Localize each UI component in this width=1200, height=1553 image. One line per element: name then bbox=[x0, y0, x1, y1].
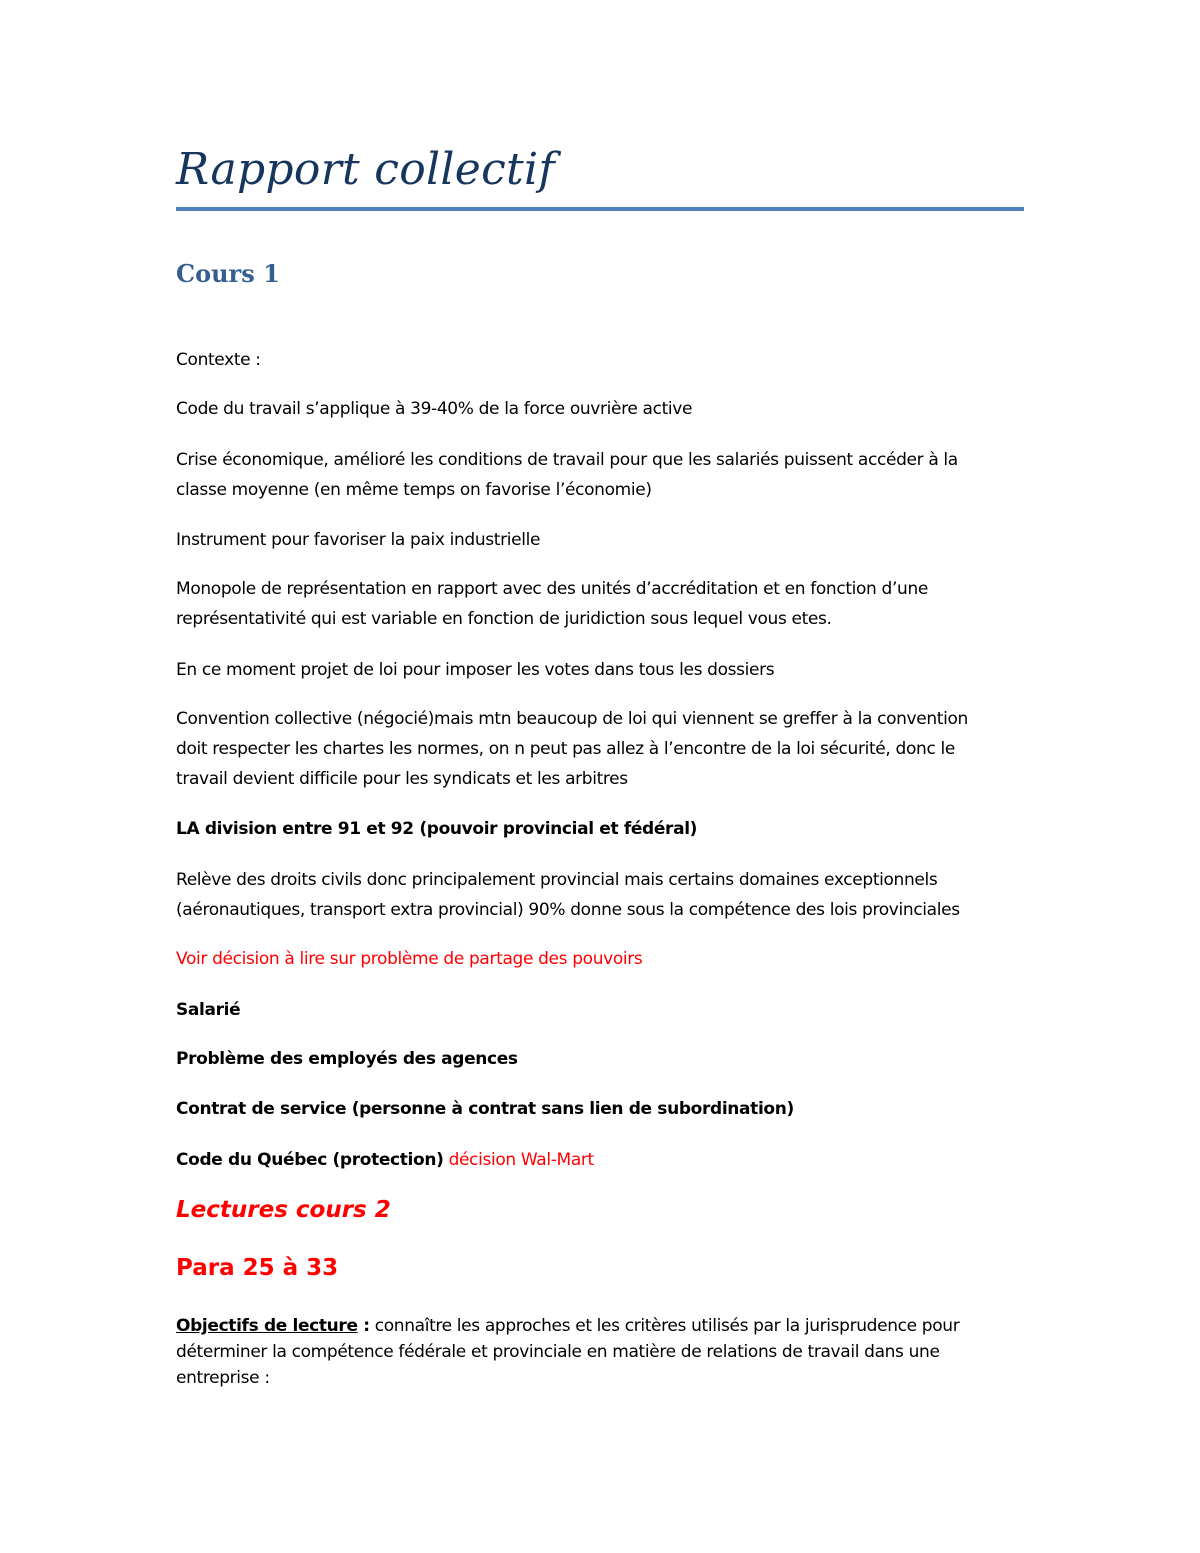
paragraph-contrat-service: Contrat de service (personne à contrat sans lien de subordination) bbox=[176, 1099, 794, 1119]
paragraph-division: LA division entre 91 et 92 (pouvoir provincial et fédéral) bbox=[176, 819, 698, 839]
paragraph-instrument: Instrument pour favoriser la paix industrielle bbox=[176, 530, 541, 550]
decision-walmart-text: décision Wal-Mart bbox=[443, 1150, 594, 1170]
code-quebec-text: Code du Québec (protection) bbox=[176, 1150, 444, 1170]
heading-cours-1: Cours 1 bbox=[176, 259, 280, 288]
heading-para-25-33: Para 25 à 33 bbox=[176, 1255, 339, 1281]
paragraph-line: (aéronautiques, transport extra provincial) 90% donne sous la compétence des lois provinciales bbox=[176, 900, 960, 920]
paragraph-projet-loi: En ce moment projet de loi pour imposer les votes dans tous les dossiers bbox=[176, 660, 775, 680]
document-title: Rapport collectif bbox=[176, 144, 555, 195]
paragraph-code-travail: Code du travail s’applique à 39-40% de la force ouvrière active bbox=[176, 399, 693, 419]
objectifs-label: Objectifs de lecture bbox=[176, 1316, 358, 1336]
paragraph-line: Monopole de représentation en rapport avec des unités d’accréditation et en fonction d’une bbox=[176, 579, 928, 599]
objectifs-text: connaître les approches et les critères utilisés par la jurisprudence pour bbox=[369, 1316, 960, 1336]
paragraph-line: doit respecter les chartes les normes, on n peut pas allez à l’encontre de la loi sécurité, donc le bbox=[176, 739, 955, 759]
title-underline-rule bbox=[176, 207, 1024, 211]
paragraph-line: travail devient difficile pour les syndicats et les arbitres bbox=[176, 769, 628, 789]
paragraph-convention-collective bbox=[176, 704, 1026, 794]
paragraph-line: classe moyenne (en même temps on favorise l’économie) bbox=[176, 480, 652, 500]
paragraph-line: Convention collective (négocié)mais mtn beaucoup de loi qui viennent se greffer à la convention bbox=[176, 709, 968, 729]
paragraph-crise-economique bbox=[176, 445, 1026, 505]
heading-lectures-cours-2: Lectures cours 2 bbox=[176, 1197, 391, 1223]
paragraph-objectifs bbox=[176, 1313, 1026, 1391]
paragraph-line: déterminer la compétence fédérale et provinciale en matière de relations de travail dans une bbox=[176, 1342, 940, 1362]
paragraph-line: représentativité qui est variable en fonction de juridiction sous lequel vous etes. bbox=[176, 609, 832, 629]
objectifs-colon: : bbox=[357, 1316, 370, 1336]
paragraph-monopole bbox=[176, 574, 1026, 634]
paragraph-salarie: Salarié bbox=[176, 1000, 241, 1020]
paragraph-contexte: Contexte : bbox=[176, 350, 261, 370]
paragraph-line: entreprise : bbox=[176, 1368, 270, 1388]
paragraph-line bbox=[176, 1313, 1026, 1339]
paragraph-code-quebec bbox=[176, 1145, 1026, 1175]
paragraph-probleme-agences: Problème des employés des agences bbox=[176, 1049, 518, 1069]
paragraph-line: Crise économique, amélioré les conditions de travail pour que les salariés puissent accéder à la bbox=[176, 450, 958, 470]
paragraph-line: Relève des droits civils donc principalement provincial mais certains domaines exceptionnels bbox=[176, 870, 938, 890]
paragraph-releve bbox=[176, 865, 1026, 925]
paragraph-voir-decision: Voir décision à lire sur problème de partage des pouvoirs bbox=[176, 949, 643, 969]
